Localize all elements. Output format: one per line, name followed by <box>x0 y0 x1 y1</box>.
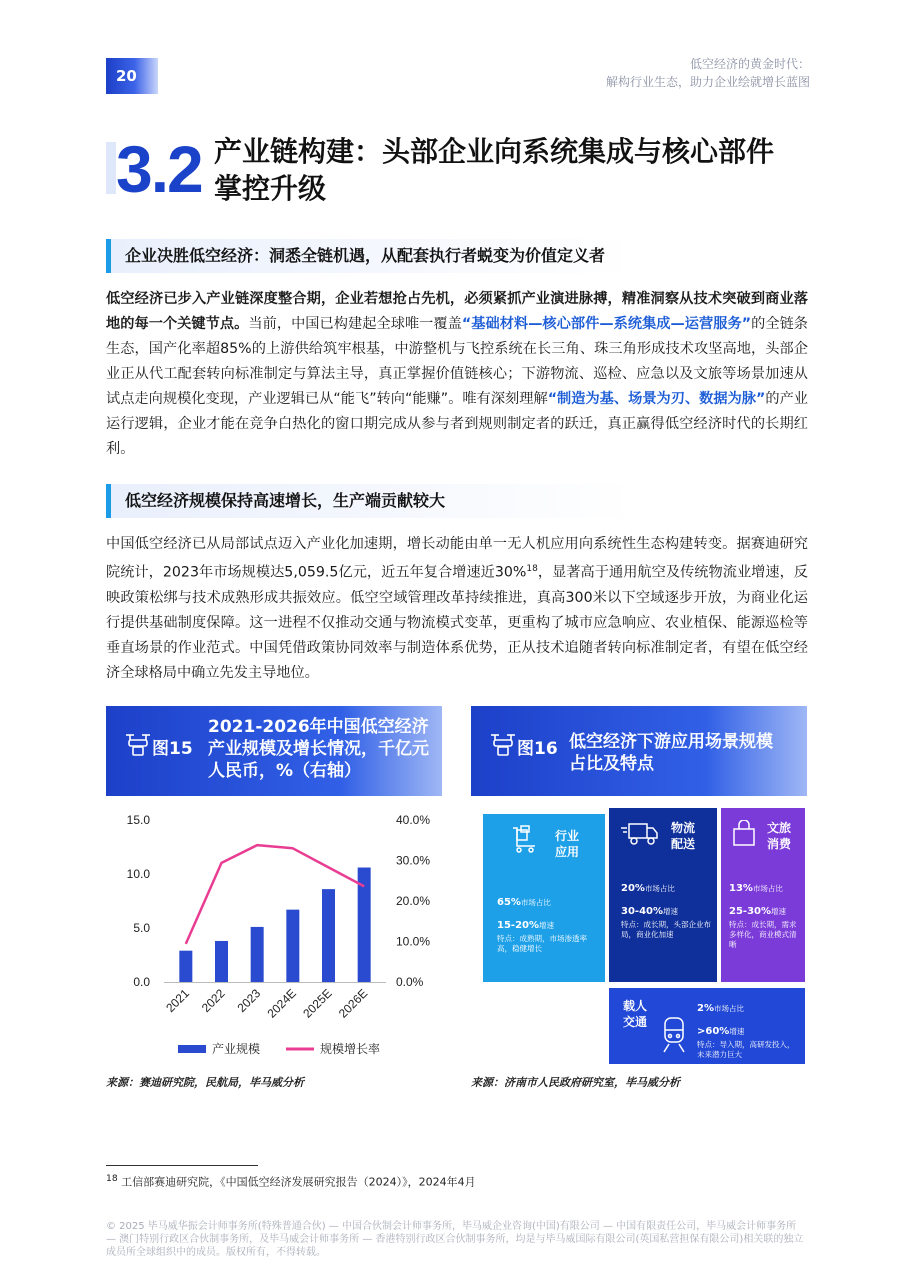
tile-industry-application <box>483 814 605 982</box>
tile-logistics-feature: 特点：成长期，头部企业布局，商业化加速 <box>621 920 711 939</box>
paragraph-1 <box>106 287 808 462</box>
paragraph-1-highlight-1: “基础材料—核心部件—系统集成—运营服务” <box>461 316 752 332</box>
figure-16-label: 图16 <box>517 739 558 759</box>
figure-16 <box>471 706 807 1096</box>
figure-15 <box>106 706 442 1096</box>
section-number: 3.2 <box>116 132 202 206</box>
tile-passenger-growth-label: 增速 <box>729 1027 745 1036</box>
truck-icon <box>619 820 659 848</box>
y-tick-right: 40.0% <box>396 813 431 827</box>
bar-2023 <box>251 927 264 982</box>
tile-tourism-title: 文旅消费 <box>767 821 792 851</box>
y-tick-right: 0.0% <box>396 975 424 989</box>
figure-15-label: 图15 <box>152 739 193 759</box>
tile-industry-share-label: 市场占比 <box>520 898 551 907</box>
tile-passenger-share-label: 市场占比 <box>713 1004 744 1013</box>
running-title-line1: 低空经济的黄金时代： <box>689 57 810 71</box>
tile-passenger-growth: >60% <box>697 1026 730 1037</box>
tile-logistics <box>609 808 717 982</box>
y-tick-left: 15.0 <box>126 813 150 827</box>
paragraph-2 <box>106 532 808 686</box>
tile-logistics-growth-label: 增速 <box>663 907 679 916</box>
tile-tourism-growth: 25-30% <box>729 906 772 917</box>
x-tick-label: 2026E <box>335 986 371 1021</box>
x-tick-label: 2023 <box>234 986 264 1016</box>
y-tick-right: 20.0% <box>396 894 431 908</box>
running-header <box>606 55 810 91</box>
y-tick-left: 10.0 <box>126 867 150 881</box>
tile-logistics-body <box>621 876 713 940</box>
figure-16-header <box>471 706 807 796</box>
train-icon <box>661 1016 687 1054</box>
tile-industry-body <box>497 890 601 954</box>
tile-passenger-body <box>697 996 801 1060</box>
tile-tourism <box>721 808 805 982</box>
paragraph-1-highlight-2: “制造为基、场景为刃、数据为脉” <box>547 391 766 407</box>
tile-tourism-share-label: 市场占比 <box>752 884 783 893</box>
paragraph-2-text-a: 中国低空经济已从局部试点迈入产业化加速期，增长动能由单一无人机应用向系统性生态构建转变。据赛迪研究院统计，2023年市场规模达5,059.5亿元，近五年复合增速近30% <box>106 536 808 581</box>
figure-15-title: 2021-2026年中国低空经济产业规模及增长情况，千亿元人民币，%（右轴） <box>208 717 429 781</box>
y-tick-left: 5.0 <box>133 921 150 935</box>
bar-2021 <box>179 951 192 982</box>
copyright-notice: © 2025 毕马威华振会计师事务所(特殊普通合伙) — 中国合伙制会计师事务所，毕马威企业咨询(中国)有限公司 — 中国有限责任公司，毕马威会计师事务所 — 澳门特别行政区合伙制事务所，及毕马威会计师事务所 — 香港特别行政区合伙制事务所，均是与毕马威国际有限公司(英国私营担保有限公司)相关联的独立成员所全球组织中的成员。版权所有，不得转载。 <box>106 1221 804 1258</box>
tile-industry-title: 行业应用 <box>555 829 580 859</box>
tile-passenger-feature: 特点：导入期，高研发投入，未来潜力巨大 <box>697 1040 795 1059</box>
shopping-bag-icon <box>731 820 757 848</box>
tile-logistics-share: 20% <box>621 883 645 894</box>
bar-2024E <box>286 910 299 982</box>
tile-industry-growth-label: 增速 <box>539 921 555 930</box>
bar-2025E <box>322 889 335 982</box>
bar-2022 <box>215 941 228 982</box>
tile-industry-growth: 15-20% <box>497 920 540 931</box>
drone-icon <box>489 730 517 758</box>
section-number-shadow <box>106 142 116 194</box>
tile-industry-share: 65% <box>497 897 521 908</box>
paragraph-1-lead: 低空经济已步入产业链深度整合期，企业若想抢占先机，必须紧抓产业演进脉搏，精准洞察从技术突破到商业落地的每一个关键节点。 <box>106 291 808 332</box>
legend-bar-label: 产业规模 <box>212 1042 261 1056</box>
footnote <box>106 1173 476 1190</box>
drone-icon <box>124 730 152 758</box>
footnote-ref: 18 <box>526 564 538 574</box>
x-tick-label: 2022 <box>198 986 228 1016</box>
y-tick-right: 10.0% <box>396 934 431 949</box>
footnote-divider <box>106 1165 258 1166</box>
y-tick-left: 0.0 <box>133 975 150 989</box>
tile-passenger-share: 2% <box>697 1003 714 1014</box>
tile-logistics-title: 物流配送 <box>671 821 696 851</box>
y-tick-right: 30.0% <box>396 853 431 868</box>
subsection-heading-1: 企业决胜低空经济：洞悉全链机遇，从配套执行者蜕变为价值定义者 <box>106 239 726 273</box>
legend-line-label: 规模增长率 <box>320 1042 381 1056</box>
tile-tourism-feature: 特点：成长期，需求多样化，商业模式清晰 <box>729 920 797 949</box>
figure-15-header <box>106 706 442 796</box>
figure-15-chart <box>106 802 442 1072</box>
tile-logistics-growth: 30-40% <box>621 906 664 917</box>
footnote-number: 18 <box>106 1173 118 1184</box>
running-title-line2: 解构行业生态，助力企业绘就增长蓝图 <box>605 75 810 89</box>
page-number: 20 <box>106 58 158 94</box>
x-tick-label: 2024E <box>264 986 299 1021</box>
tile-passenger-transport <box>609 988 805 1064</box>
section-title: 产业链构建：头部企业向系统集成与核心部件掌控升级 <box>214 135 775 205</box>
paragraph-1-text-c: 的产业运行逻辑，企业才能在竞争白热化的窗口期完成从参与者到规则制定者的跃迁，真正赢得低空经济时代的长期红利。 <box>106 391 808 457</box>
tile-passenger-title: 载人交通 <box>623 999 648 1029</box>
figure-15-source: 来源：赛迪研究院，民航局，毕马威分析 <box>106 1076 304 1089</box>
tile-tourism-growth-label: 增速 <box>771 907 787 916</box>
legend-bar-swatch <box>178 1045 206 1053</box>
paragraph-1-text-a: 当前，中国已构建起全球唯一覆盖 <box>248 316 462 332</box>
tile-tourism-body <box>729 876 803 950</box>
tile-logistics-share-label: 市场占比 <box>644 884 675 893</box>
x-tick-label: 2021 <box>163 986 192 1016</box>
footnote-text: 工信部赛迪研究院，《中国低空经济发展研究报告（2024）》，2024年4月 <box>121 1175 476 1189</box>
subsection-heading-2: 低空经济规模保持高速增长，生产端贡献较大 <box>106 484 726 518</box>
figure-16-source: 来源：济南市人民政府研究室，毕马威分析 <box>471 1076 680 1089</box>
figure-16-title: 低空经济下游应用场景规模占比及特点 <box>569 732 773 774</box>
cart-icon <box>509 824 539 854</box>
paragraph-1-text-b: 的全链条生态，国产化率超85%的上游供给筑牢根基，中游整机与飞控系统在长三角、珠三角形成技术攻坚高地，头部企业正从代工配套转向标准制定与算法主导，真正掌握价值链核心；下游物流、巡检、应急以及文旅等场景加速从试点走向规模化变现，产业逻辑已从“能飞”转向“能赚”。唯有深刻理解 <box>106 316 808 407</box>
tile-tourism-share: 13% <box>729 883 753 894</box>
growth-rate-line <box>186 845 364 944</box>
paragraph-2-text-b: ，显著高于通用航空及传统物流业增速，反映政策松绑与技术成熟形成共振效应。低空空域管理改革持续推进，真高300米以下空域逐步开放，为商业化运行提供基础制度保障。这一进程不仅推动交通与物流模式变革，更重构了城市应急响应、农业植保、能源巡检等垂直场景的作业范式。中国凭借政策协同效率与制造体系优势，正从技术追随者转向标准制定者，有望在低空经济全球格局中确立先发主导地位。 <box>106 564 808 681</box>
x-tick-label: 2025E <box>300 986 335 1021</box>
tile-industry-feature: 特点：成熟期，市场渗透率高，稳健增长 <box>497 934 587 953</box>
